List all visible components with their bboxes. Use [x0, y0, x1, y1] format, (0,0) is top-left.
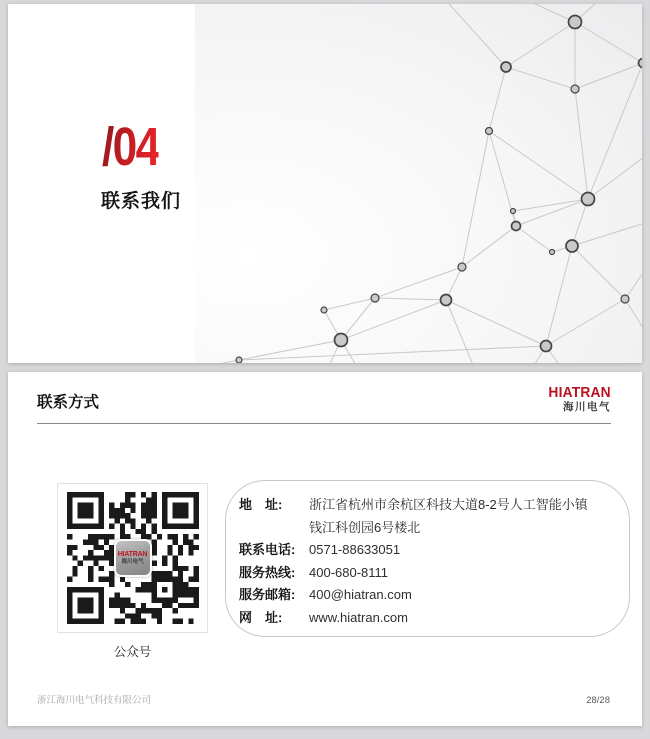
slide-1: [8, 4, 642, 363]
company-logo: [543, 385, 611, 413]
contact-value: 钱江科创园6号楼北: [309, 519, 421, 535]
qr-center-logo: [114, 539, 152, 577]
logo-wordmark: HIATRAN: [548, 384, 611, 401]
qr-logo-chinese-name: 海川电气: [121, 558, 144, 565]
contact-row-address: [239, 494, 629, 517]
slide-2: [8, 372, 642, 726]
contact-value: www.hiatran.com: [309, 609, 408, 625]
contact-label: 联系电话:: [239, 542, 296, 558]
contact-card: [225, 480, 630, 637]
qr-code-frame: [57, 483, 208, 633]
section-title: 联系我们: [101, 191, 182, 212]
footer-company-name: 浙江海川电气科技有限公司: [37, 695, 152, 706]
contact-row-phone: [239, 539, 629, 562]
slide1-left-panel: [8, 4, 195, 363]
contact-row-address-line2: [239, 517, 629, 540]
logo-chinese-name: 海川电气: [563, 401, 611, 413]
footer-page-number: 28/28: [586, 695, 610, 706]
contact-row-website: [239, 607, 629, 630]
contact-value: 400@hiatran.com: [309, 587, 412, 603]
contact-value: 浙江省杭州市余杭区科技大道8-2号人工智能小镇: [309, 497, 588, 512]
contact-row-email: [239, 584, 629, 607]
contact-label: 服务热线:: [239, 564, 296, 580]
contact-value: 0571-88633051: [309, 542, 401, 558]
header-divider: [37, 423, 611, 424]
slide1-gradient-panel: [195, 4, 642, 363]
contact-label: [239, 517, 297, 540]
contact-label: 网 址:: [239, 609, 283, 625]
page-title: 联系方式: [37, 394, 100, 411]
contact-value: 400-680-8111: [309, 564, 389, 580]
contact-label: 服务邮箱:: [239, 587, 296, 603]
contact-row-hotline: [239, 562, 629, 585]
network-graphic: [195, 4, 642, 363]
qr-logo-wordmark: HIATRAN: [117, 551, 148, 558]
qr-caption: 公众号: [113, 645, 152, 659]
section-number: /04: [102, 117, 159, 177]
contact-label: 地 址:: [239, 497, 283, 512]
